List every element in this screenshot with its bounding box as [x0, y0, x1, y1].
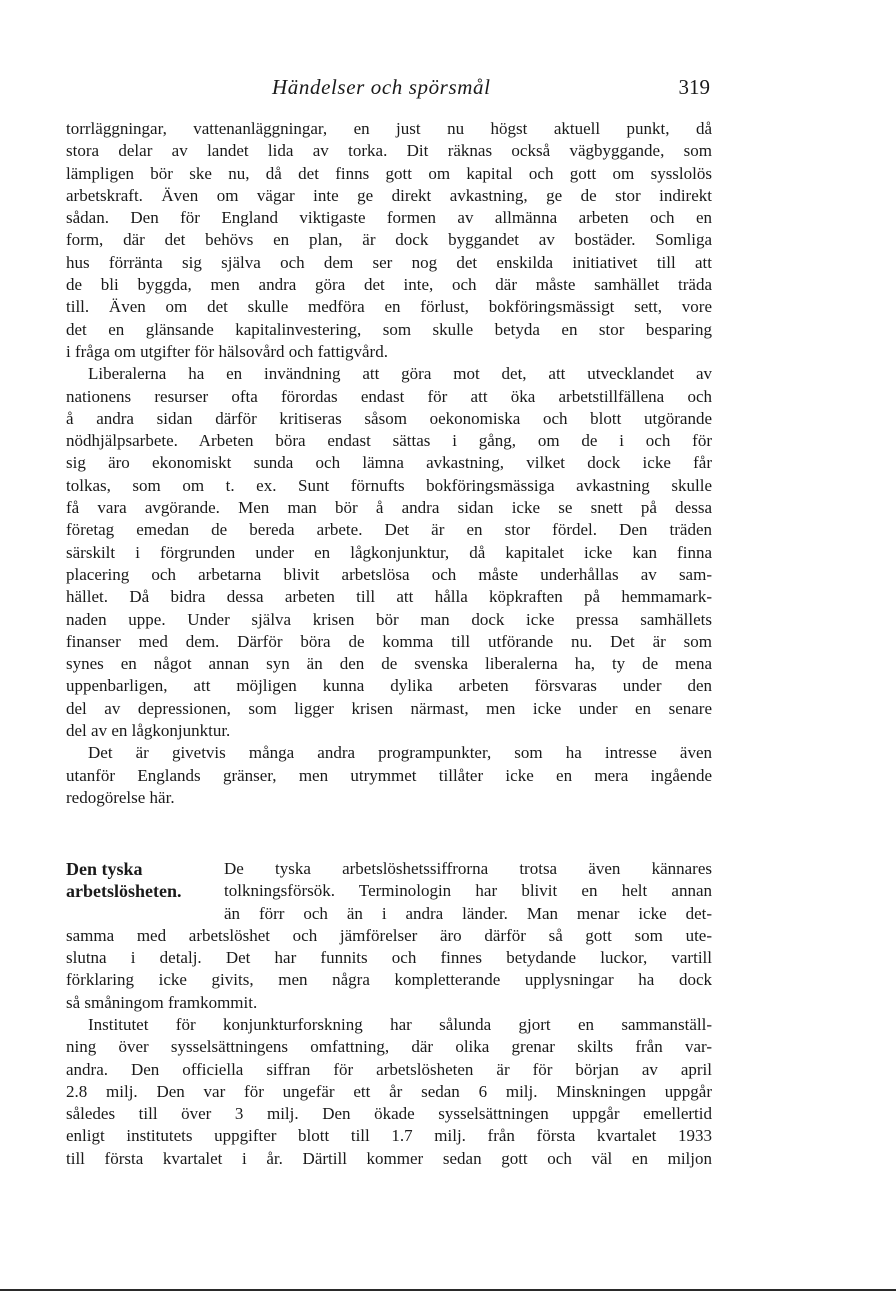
text-line: samma med arbetslöshet och jämförelser äro därför så gott som ute- [66, 925, 712, 945]
text-line: sig äro ekonomiskt sunda och lämna avkastning, vilket dock icke får [66, 453, 712, 473]
heading-row [66, 858, 712, 880]
paragraph [66, 118, 712, 363]
text-line: nödhjälpsarbete. Arbeten böra endast sättas i gång, om de i och för [66, 431, 712, 451]
text-line: i fråga om utgifter för hälsovård och fattigvård. [66, 341, 388, 361]
text-line: så småningom framkommit. [66, 992, 258, 1012]
text-line: särskilt i förgrunden under en lågkonjunktur, då kapitalet icke kan finna [66, 542, 712, 562]
text-line: naden uppe. Under själva krisen bör man dock icke pressa samhällets [66, 609, 712, 629]
text-line: slutna i detalj. Det har funnits och finnes betydande luckor, vartill [66, 948, 712, 968]
text-line: De tyska arbetslöshetssiffrorna trotsa även kännares [224, 859, 712, 878]
text-line: placering och arbetarna blivit arbetslösa och måste underhållas av sam- [66, 564, 712, 584]
running-title: Händelser och spörsmål [272, 75, 491, 99]
text-line: ning över sysselsättningens omfattning, där olika grenar skilts från var- [66, 1037, 712, 1057]
text-line: finanser med dem. Därför böra de komma till utförande nu. Det är som [66, 631, 712, 651]
text-line: förklaring icke givits, men några kompletterande upplysningar ha dock [66, 970, 712, 990]
text-line: utanför Englands gränser, men utrymmet tillåter icke en mera ingående [66, 765, 712, 785]
scan-edge-line [0, 1289, 896, 1291]
text-line: sådan. Den för England viktigaste formen av allmänna arbeten och en [66, 208, 712, 228]
text-line: Det är givetvis många andra programpunkter, som ha intresse även [88, 743, 712, 763]
text-line: än förr och än i andra länder. Man menar icke det- [224, 903, 712, 923]
text-line: nationens resurser ofta förordas endast för att öka arbetstillfällena och [66, 386, 712, 406]
text-line: stora delar av landet lida av torka. Dit räknas också vägbyggande, som [66, 141, 712, 161]
text-line: torrläggningar, vattenanläggningar, en just nu högst aktuell punkt, då [66, 119, 712, 138]
section-german-unemployment-continued [66, 1014, 712, 1170]
text-line: till. Även om det skulle medföra en förlust, bokföringsmässigt sett, vore [66, 297, 712, 317]
page-header [64, 72, 712, 106]
text-line: företag emedan de bereda arbete. Det är en stor fördel. Den träden [66, 520, 712, 540]
text-line: Liberalerna ha en invändning att göra mot det, att utvecklandet av [88, 364, 712, 384]
text-line: Institutet för konjunkturforskning har sålunda gjort en sammanställ- [88, 1015, 712, 1034]
text-line: 2.8 milj. Den var för ungefär ett år sedan 6 milj. Minskningen uppgår [66, 1081, 712, 1101]
text-line: hus förränta sig själva och dem ser nog det enskilda initiativet till att [66, 252, 712, 272]
text-line: till första kvartalet i år. Därtill kommer sedan gott och väl en miljon [66, 1148, 712, 1168]
section-continuation [66, 118, 712, 809]
section-german-unemployment [66, 858, 712, 1014]
text-line: tolkningsförsök. Terminologin har blivit en helt annan [224, 881, 712, 901]
text-line: enligt institutets uppgifter blott till 1.7 milj. från första kvartalet 1933 [66, 1126, 712, 1146]
side-heading-line: Den tyska [66, 859, 143, 879]
paragraph [66, 742, 712, 809]
side-heading-line: arbetslösheten. [66, 881, 182, 902]
text-line: andra. Den officiella siffran för arbetslösheten är för början av april [66, 1059, 712, 1079]
text-line: del av depressionen, som ligger krisen närmast, men icke under en senare [66, 698, 712, 718]
text-line: lämpligen bör ske nu, då det finns gott om kapital och gott om sysslolös [66, 163, 712, 183]
paragraph [66, 363, 712, 742]
text-line: form, där det behövs en plan, är dock byggandet av bostäder. Somliga [66, 230, 712, 250]
text-line: således till över 3 milj. Den ökade sysselsättningen uppgår emellertid [66, 1104, 712, 1124]
text-line: det en glänsande kapitalinvestering, som skulle betyda en stor besparing [66, 319, 712, 339]
text-line: del av en lågkonjunktur. [66, 721, 231, 741]
text-line: tolkas, som om t. ex. Sunt förnufts bokföringsmässiga avkastning skulle [66, 475, 712, 495]
text-line: få vara avgörande. Men man bör å andra sidan icke se snett på dessa [66, 498, 712, 518]
text-line: uppenbarligen, att möjligen kunna dylika arbeten försvaras under den [66, 676, 712, 696]
text-line: redogörelse här. [66, 787, 175, 807]
text-line: de bli byggda, men andra göra det inte, och där måste samhället träda [66, 275, 712, 295]
text-line: synes en något annan syn än den de svenska liberalerna ha, ty de mena [66, 654, 712, 674]
heading-row [66, 880, 712, 902]
text-line: hället. Då bidra dessa arbeten till att hålla köpkraften på hemmamark- [66, 587, 712, 607]
text-line: å andra sidan därför kritiseras såsom oekonomiska och blott utgörande [66, 408, 712, 428]
page-number: 319 [678, 75, 710, 99]
text-line: arbetskraft. Även om vägar inte ge direkt avkastning, ge de stor indirekt [66, 185, 712, 205]
